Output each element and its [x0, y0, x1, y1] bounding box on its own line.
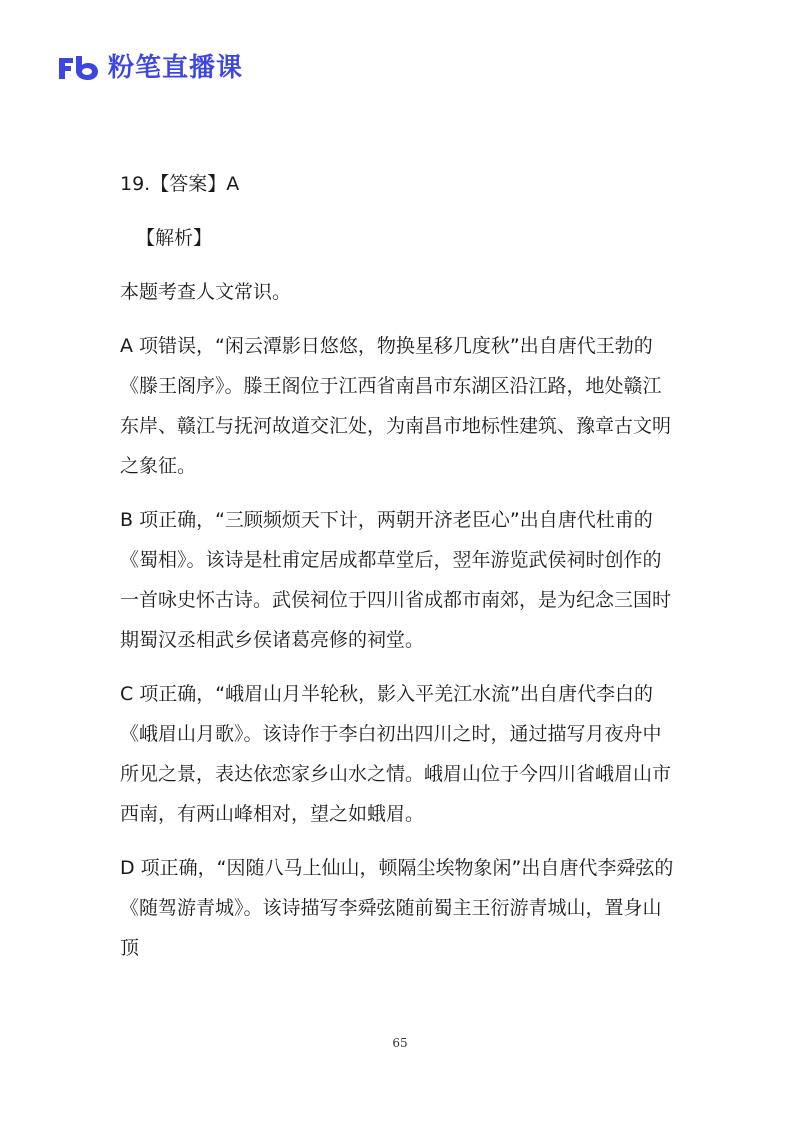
option-d-paragraph: D 项正确，“因随八马上仙山，顿隔尘埃物象闲”出自唐代李舜弦的《随驾游青城》。该诗描写李舜弦随前蜀主王衍游青城山，置身山顶: [120, 857, 674, 959]
logo-text: 粉笔直播课: [108, 53, 244, 83]
option-a-paragraph: A 项错误，“闲云潭影日悠悠，物换星移几度秋”出自唐代王勃的《滕王阁序》。滕王阁位于江西省南昌市东湖区沿江路，地处赣江东岸、赣江与抚河故道交汇处，为南昌市地标性建筑、豫章古文明之象征。: [120, 335, 672, 477]
intro-text: 本题考查人文常识。: [120, 281, 292, 303]
option-c-paragraph: C 项正确，“峨眉山月半轮秋，影入平羌江水流”出自唐代李白的《峨眉山月歌》。该诗作于李白初出四川之时，通过描写月夜舟中所见之景，表达依恋家乡山水之情。峨眉山位于今四川省峨眉山市西南，有两山峰相对，望之如蛾眉。: [120, 683, 672, 825]
fb-logo-icon: [56, 54, 102, 82]
option-b-paragraph: B 项正确，“三顾频烦天下计，两朝开济老臣心”出自唐代杜甫的《蜀相》。该诗是杜甫定居成都草堂后，翌年游览武侯祠时创作的一首咏史怀古诗。武侯祠位于四川省成都市南郊，是为纪念三国时期蜀汉丞相武乡侯诸葛亮修的祠堂。: [120, 509, 672, 651]
answer-line: 19.【答案】A: [120, 173, 240, 195]
page-number: 65: [392, 1036, 408, 1050]
answer-content: [120, 164, 680, 982]
header-logo: [56, 52, 243, 84]
analysis-label: 【解析】: [136, 227, 213, 249]
